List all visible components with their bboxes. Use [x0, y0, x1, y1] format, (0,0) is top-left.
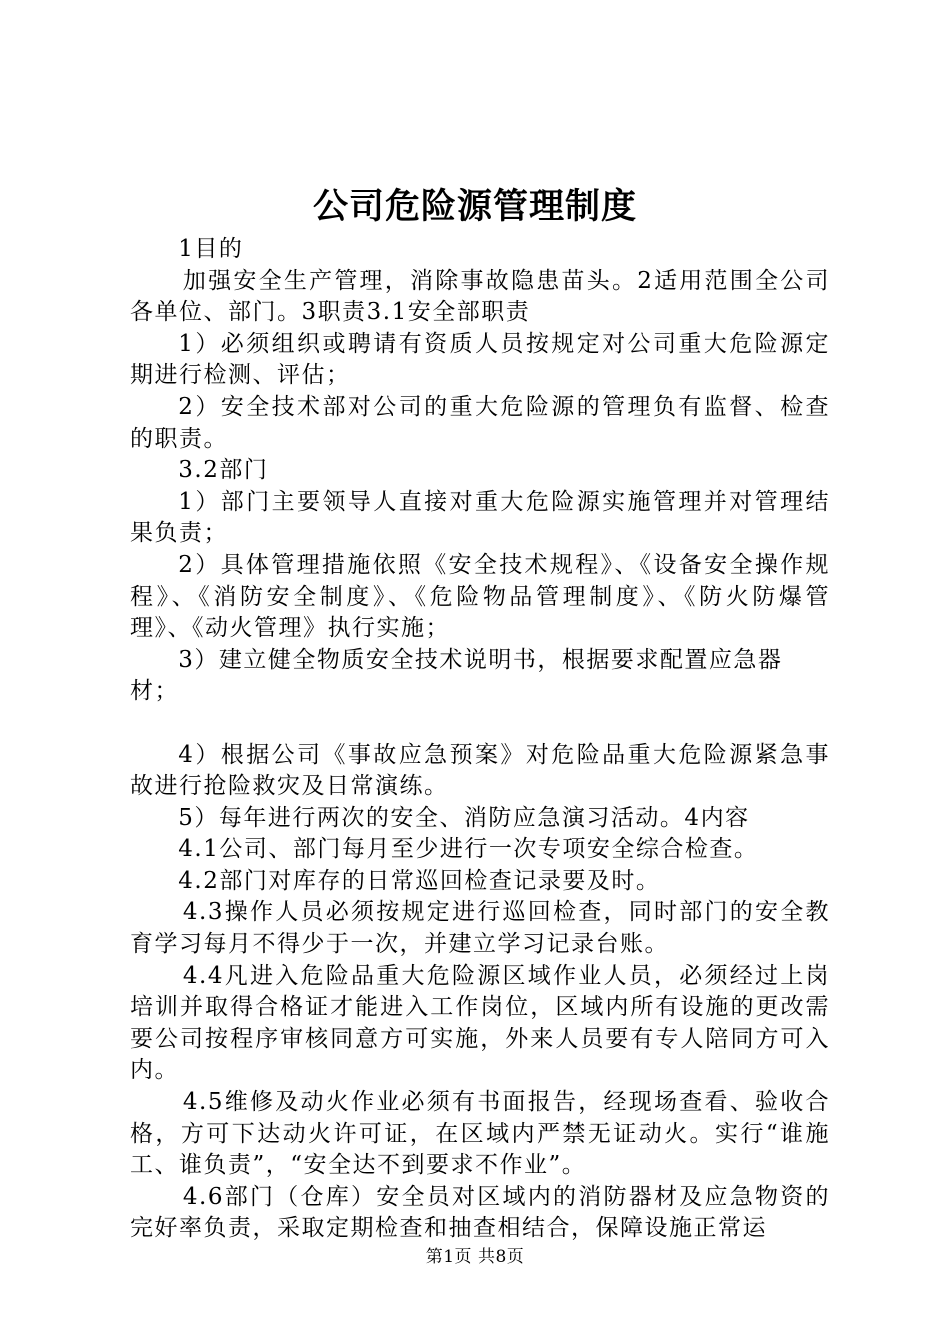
paragraph-scope-duties: 加强安全生产管理，消除事故隐患苗头。2适用范围全公司各单位、部门。3职责3.1安全部职责 — [130, 267, 830, 326]
paragraph-safety-duty-1: 1）必须组织或聘请有资质人员按规定对公司重大危险源定期进行检测、评估； — [130, 330, 830, 389]
paragraph-content-4-6: 4.6部门（仓库）安全员对区域内的消防器材及应急物资的完好率负责，采取定期检查和抽查相结合，保障设施正常运 — [130, 1183, 830, 1242]
document-body — [130, 234, 830, 1245]
paragraph-department-heading: 3.2部门 — [178, 457, 269, 484]
document-title: 公司危险源管理制度 — [312, 186, 637, 227]
page-footer: 第1页 共8页 — [425, 1247, 525, 1267]
paragraph-content-4-3: 4.3操作人员必须按规定进行巡回检查，同时部门的安全教育学习每月不得少于一次，并建立学习记录台账。 — [130, 899, 830, 958]
paragraph-department-duty-1: 1）部门主要领导人直接对重大危险源实施管理并对管理结果负责； — [130, 488, 830, 547]
blank-line — [130, 708, 830, 740]
paragraph-department-duty-2: 2）具体管理措施依照《安全技术规程》、《设备安全操作规程》、《消防安全制度》、《危险物品管理制度》、《防火防爆管理》、《动火管理》执行实施； — [130, 551, 830, 642]
paragraph-department-duty-3: 3）建立健全物质安全技术说明书，根据要求配置应急器材； — [130, 646, 783, 705]
paragraph-content-4-4: 4.4凡进入危险品重大危险源区域作业人员，必须经过上岗培训并取得合格证才能进入工作岗位，区域内所有设施的更改需要公司按程序审核同意方可实施，外来人员要有专人陪同方可入内。 — [130, 962, 830, 1084]
paragraph-content-4-2: 4.2部门对库存的日常巡回检查记录要及时。 — [178, 867, 661, 894]
paragraph-content-4-1: 4.1公司、部门每月至少进行一次专项安全综合检查。 — [178, 836, 759, 863]
paragraph-safety-duty-2: 2）安全技术部对公司的重大危险源的管理负有监督、检查的职责。 — [130, 393, 830, 452]
paragraph-content-4-5: 4.5维修及动火作业必须有书面报告，经现场查看、验收合格，方可下达动火许可证，在区域内严禁无证动火。实行“谁施工、谁负责”，“安全达不到要求不作业”。 — [130, 1089, 830, 1179]
paragraph-department-duty-5: 5）每年进行两次的安全、消防应急演习活动。4内容 — [178, 804, 750, 831]
paragraph-department-duty-4: 4）根据公司《事故应急预案》对危险品重大危险源紧急事故进行抢险救灾及日常演练。 — [130, 741, 830, 800]
paragraph-purpose-heading: 1目的 — [178, 236, 244, 262]
